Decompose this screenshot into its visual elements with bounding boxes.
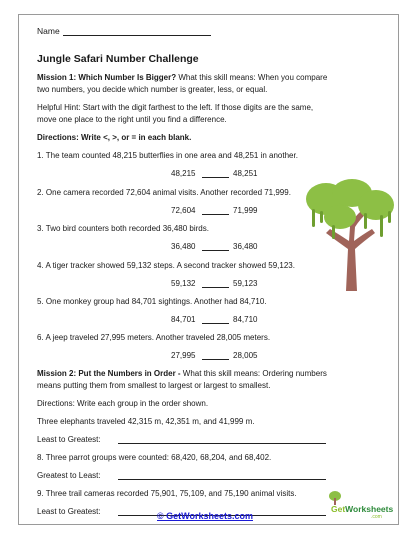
mission2-directions: Directions: Write each group in the order shown.: [37, 399, 209, 408]
problem-7-text: Three elephants traveled 42,315 m, 42,351 m, and 41,999 m.: [37, 417, 255, 426]
logo-get: Get: [331, 504, 346, 514]
problem-3-text: 3. Two bird counters both recorded 36,480 birds.: [37, 224, 209, 233]
problem-7-answer-label: Least to Greatest:: [37, 435, 101, 444]
problem-1-text: 1. The team counted 48,215 butterflies in one area and 48,251 in another.: [37, 151, 298, 160]
problem-1-blank[interactable]: [202, 177, 229, 178]
problem-2-right: 71,999: [233, 206, 258, 215]
problem-3-blank[interactable]: [202, 250, 229, 251]
problem-5-text: 5. One monkey group had 84,701 sightings. Another had 84,710.: [37, 297, 267, 306]
problem-4-left: 59,132: [171, 279, 196, 288]
mission2-intro-line1: [37, 369, 327, 379]
problem-2-blank[interactable]: [202, 214, 229, 215]
mission1-intro-line1: [37, 73, 327, 83]
page-title: Jungle Safari Number Challenge: [37, 53, 199, 65]
problem-2-text: 2. One camera recorded 72,604 animal visits. Another recorded 71,999.: [37, 188, 291, 197]
mission1-heading: Mission 1: Which Number Is Bigger?: [37, 73, 177, 82]
problem-6-right: 28,005: [233, 351, 258, 360]
mission2-heading: Mission 2: Put the Numbers in Order -: [37, 369, 181, 378]
problem-9-answer-label: Least to Greatest:: [37, 507, 101, 516]
problem-6-blank[interactable]: [202, 359, 229, 360]
problem-1-left: 48,215: [171, 169, 196, 178]
name-field[interactable]: [63, 35, 211, 36]
problem-5-right: 84,710: [233, 315, 258, 324]
problem-4-blank[interactable]: [202, 287, 229, 288]
logo: [331, 504, 393, 514]
mission1-intro-text: What this skill means: When you compare: [176, 73, 328, 82]
mission1-directions: Directions: Write <, >, or = in each blank.: [37, 133, 192, 142]
problem-3-right: 36,480: [233, 242, 258, 251]
name-label: Name: [37, 26, 60, 36]
problem-5-left: 84,701: [171, 315, 196, 324]
problem-8-text: 8. Three parrot groups were counted: 68,420, 68,204, and 68,402.: [37, 453, 272, 462]
tree-illustration: [304, 179, 396, 291]
mission2-intro-line2: means putting them from smallest to largest or largest to smallest.: [37, 381, 271, 390]
problem-4-right: 59,123: [233, 279, 258, 288]
footer-link[interactable]: © GetWorksheets.com: [157, 511, 253, 521]
problem-9-text: 9. Three trail cameras recorded 75,901, 75,109, and 75,190 animal visits.: [37, 489, 297, 498]
problem-7-answer-line[interactable]: [118, 443, 326, 444]
logo-com: .com: [371, 514, 382, 520]
problem-4-text: 4. A tiger tracker showed 59,132 steps. A second tracker showed 59,123.: [37, 261, 295, 270]
problem-1-right: 48,251: [233, 169, 258, 178]
problem-2-left: 72,604: [171, 206, 196, 215]
hint-line1: Helpful Hint: Start with the digit farthest to the left. If those digits are the same,: [37, 103, 314, 112]
problem-3-left: 36,480: [171, 242, 196, 251]
logo-worksheets: Worksheets: [345, 504, 394, 514]
problem-6-left: 27,995: [171, 351, 196, 360]
mission1-intro-line2: two numbers, you decide which number is greater, less, or equal.: [37, 85, 268, 94]
worksheet-page: [18, 14, 399, 525]
problem-5-blank[interactable]: [202, 323, 229, 324]
problem-8-answer-label: Greatest to Least:: [37, 471, 101, 480]
mission2-intro-text: What this skill means: Ordering numbers: [180, 369, 327, 378]
hint-line2: move one place to the right until you find a difference.: [37, 115, 227, 124]
problem-8-answer-line[interactable]: [118, 479, 326, 480]
problem-6-text: 6. A jeep traveled 27,995 meters. Another traveled 28,005 meters.: [37, 333, 271, 342]
